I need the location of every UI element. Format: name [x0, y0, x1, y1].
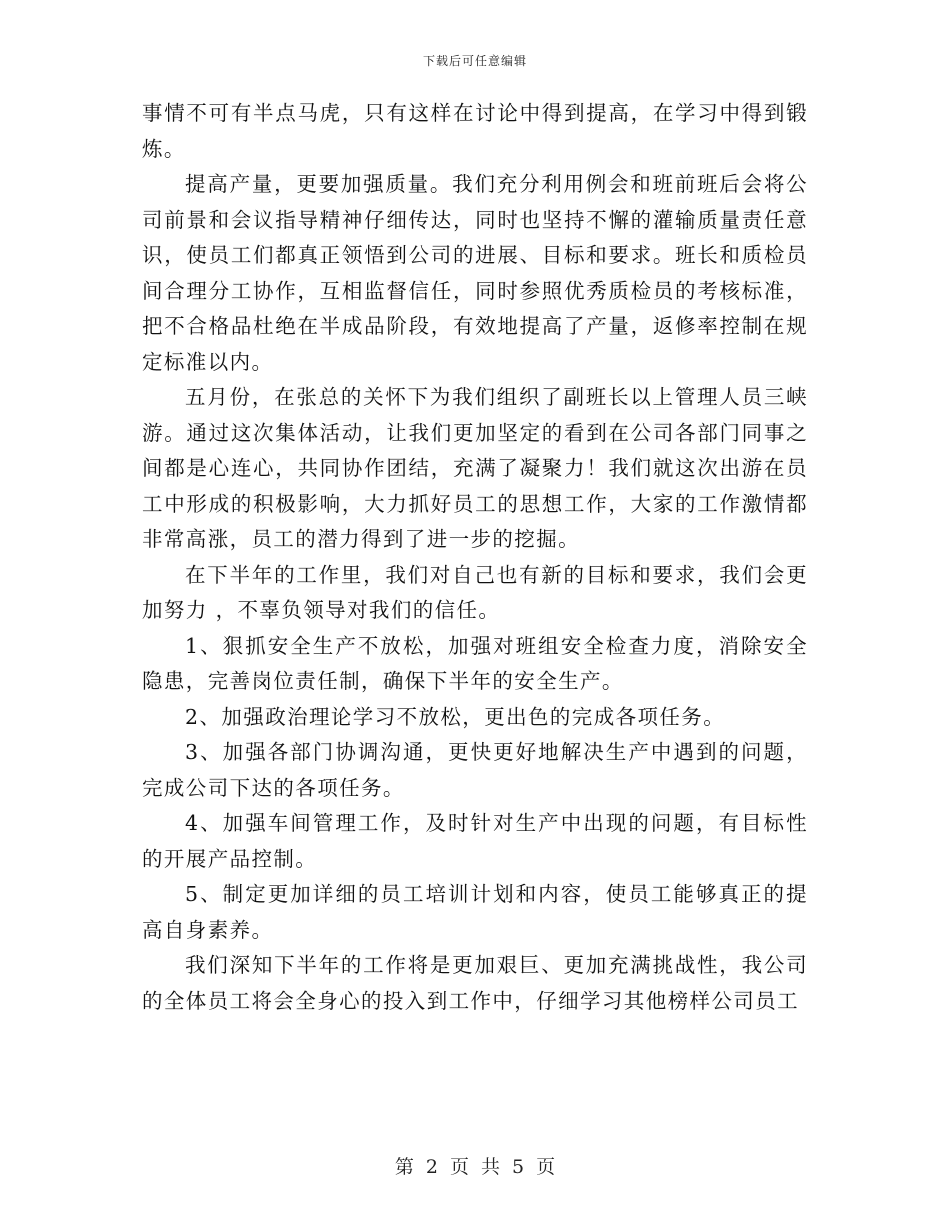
document-body — [142, 96, 808, 1019]
page-number: 第 2 页 共 5 页 — [394, 1156, 556, 1178]
list-item-2: 2、加强政治理论学习不放松，更出色的完成各项任务。 — [185, 704, 726, 729]
paragraph-4: 在下半年的工作里，我们对自己也有新的目标和要求，我们会更加努力 ，不辜负领导对我们的信任。 — [142, 562, 808, 622]
paragraph-2: 提高产量，更要加强质量。我们充分利用例会和班前班后会将公司前景和会议指导精神仔细传达，同时也坚持不懈的灌输质量责任意识，使员工们都真正领悟到公司的进展、目标和要求。班长和质检员间合理分工协作，互相监督信任，同时参照优秀质检员的考核标准，把不合格品杜绝在半成品阶段，有效地提高了产量，返修率控制在规定标准以内。 — [142, 172, 808, 374]
page-header-note: 下载后可任意编辑 — [422, 54, 527, 68]
list-item-1: 1、狠抓安全生产不放松，加强对班组安全检查力度，消除安全隐患，完善岗位责任制，确保下半年的安全生产。 — [142, 633, 808, 693]
paragraph-3: 五月份，在张总的关怀下为我们组织了副班长以上管理人员三峡游。通过这次集体活动，让我们更加坚定的看到在公司各部门同事之间都是心连心，共同协作团结，充满了凝聚力！我们就这次出游在员工中形成的积极影响，大力抓好员工的思想工作，大家的工作激情都非常高涨，员工的潜力得到了进一步的挖掘。 — [142, 385, 808, 551]
list-item-5: 5、制定更加详细的员工培训计划和内容，使员工能够真正的提高自身素养。 — [142, 882, 808, 942]
list-item-4: 4、加强车间管理工作，及时针对生产中出现的问题，有目标性的开展产品控制。 — [142, 811, 808, 871]
list-item-3: 3、加强各部门协调沟通，更快更好地解决生产中遇到的问题，完成公司下达的各项任务。 — [142, 740, 808, 800]
paragraph-1: 事情不可有半点马虎，只有这样在讨论中得到提高，在学习中得到锻炼。 — [142, 101, 808, 161]
paragraph-closing: 我们深知下半年的工作将是更加艰巨、更加充满挑战性，我公司的全体员工将会全身心的投入到工作中，仔细学习其他榜样公司员工 — [142, 953, 808, 1013]
